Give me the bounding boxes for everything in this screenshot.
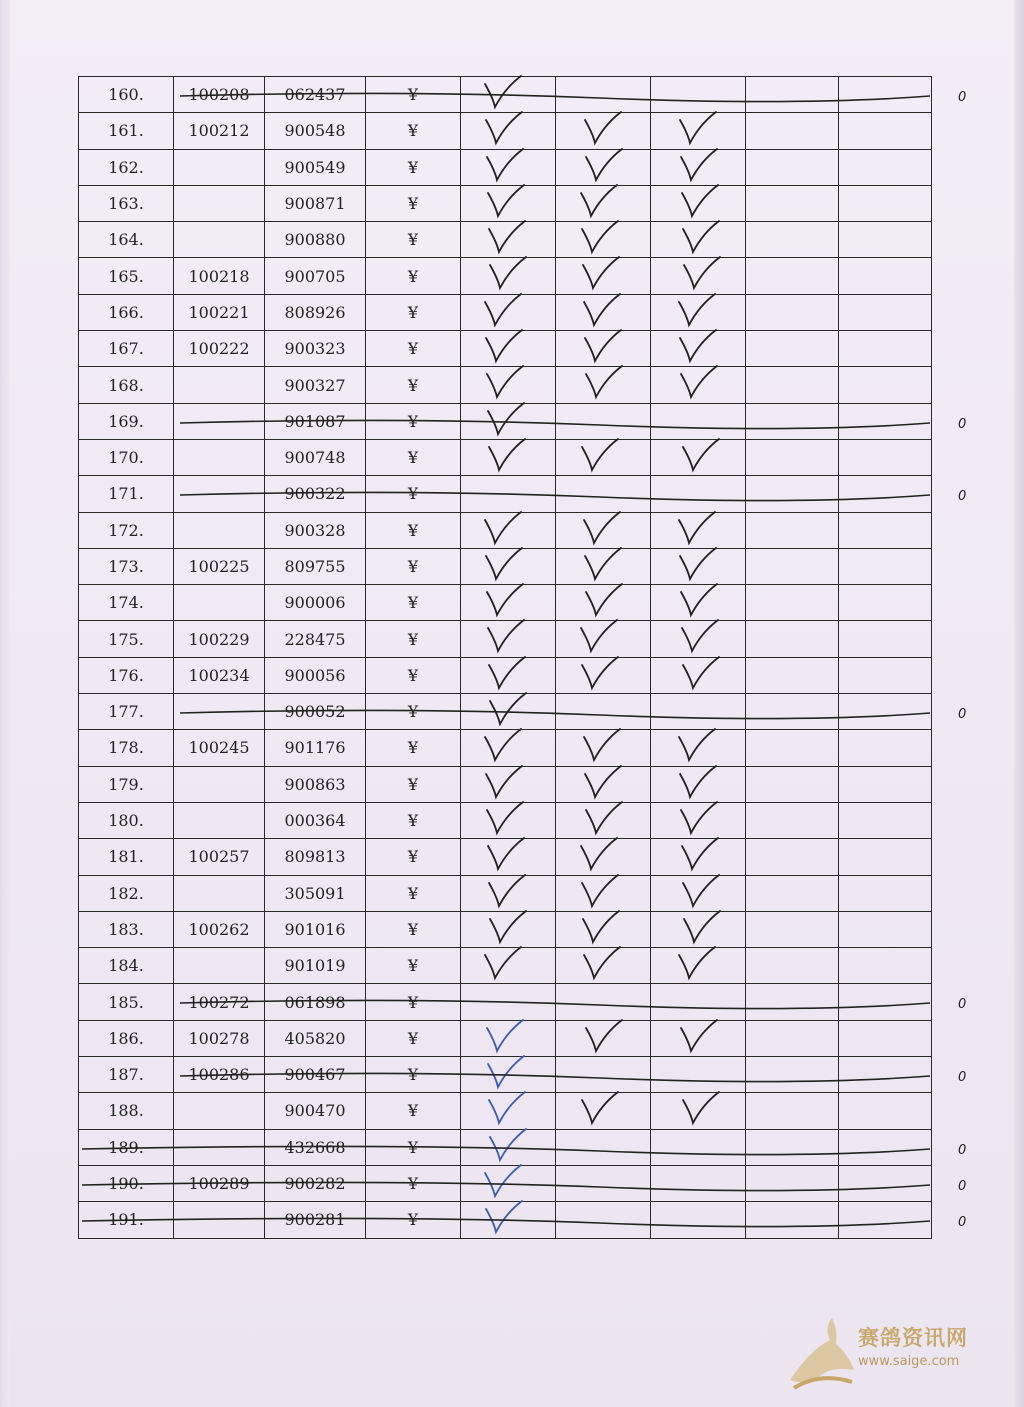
yuan-mark: ¥ (366, 1057, 461, 1093)
yuan-mark: ¥ (366, 585, 461, 621)
yuan-mark: ¥ (366, 766, 461, 802)
checkmark (586, 802, 622, 833)
checkmark (679, 947, 715, 978)
checkmark (489, 1092, 525, 1123)
ring-number: 900281 (265, 1202, 366, 1238)
strike-line (180, 710, 930, 718)
ring-number: 000364 (265, 802, 366, 838)
ring-number: 432668 (265, 1129, 366, 1165)
ring-number: 901087 (265, 403, 366, 439)
checkmark (583, 257, 619, 288)
margin-zero-mark: 0 (958, 707, 967, 722)
ring-prefix: 100218 (174, 258, 265, 294)
ring-number: 900327 (265, 367, 366, 403)
checkmark (679, 729, 715, 760)
yuan-mark: ¥ (366, 1129, 461, 1165)
yuan-mark: ¥ (366, 113, 461, 149)
yuan-mark: ¥ (366, 258, 461, 294)
ring-number: 900052 (265, 694, 366, 730)
ring-number: 405820 (265, 1020, 366, 1056)
row-number: 183. (79, 911, 174, 947)
checkmark (683, 875, 719, 906)
checkmark (681, 366, 717, 397)
checkmark (683, 439, 719, 470)
row-number: 164. (79, 222, 174, 258)
checkmark (487, 149, 523, 180)
yuan-mark: ¥ (366, 1202, 461, 1238)
ring-number: 900863 (265, 766, 366, 802)
checkmark (489, 221, 525, 252)
ring-prefix: 100234 (174, 657, 265, 693)
checkmark (584, 947, 620, 978)
ring-number: 900322 (265, 476, 366, 512)
yuan-mark: ¥ (366, 331, 461, 367)
row-number: 186. (79, 1020, 174, 1056)
yuan-mark: ¥ (366, 403, 461, 439)
yuan-mark: ¥ (366, 621, 461, 657)
checkmark (586, 584, 622, 615)
ring-number: 900548 (265, 113, 366, 149)
row-number: 191. (79, 1202, 174, 1238)
row-number: 160. (79, 77, 174, 113)
checkmark (683, 657, 719, 688)
row-number: 182. (79, 875, 174, 911)
margin-zero-mark: 0 (958, 417, 967, 432)
checkmark (682, 185, 718, 216)
checkmark (584, 512, 620, 543)
margin-zero-mark: 0 (958, 1143, 967, 1158)
checkmark (487, 366, 523, 397)
ring-number: 900871 (265, 185, 366, 221)
row-number: 161. (79, 113, 174, 149)
checkmark (489, 875, 525, 906)
ring-number: 900470 (265, 1093, 366, 1129)
checkmark (485, 512, 521, 543)
ring-number: 900705 (265, 258, 366, 294)
margin-zero-mark: 0 (958, 1179, 967, 1194)
watermark-url: www.saige.com (858, 1354, 960, 1369)
checkmark (682, 620, 718, 651)
checkmark (488, 838, 524, 869)
checkmark (582, 657, 618, 688)
row-number: 190. (79, 1165, 174, 1201)
yuan-mark: ¥ (366, 694, 461, 730)
checkmark (487, 802, 523, 833)
ring-number: 305091 (265, 875, 366, 911)
checkmark (680, 112, 716, 143)
row-number: 179. (79, 766, 174, 802)
yuan-mark: ¥ (366, 367, 461, 403)
checkmark (586, 1020, 622, 1051)
checkmark (490, 257, 526, 288)
checkmark (680, 766, 716, 797)
checkmark (683, 221, 719, 252)
ring-prefix: 100229 (174, 621, 265, 657)
watermark-name: 赛鸽资讯网 (858, 1326, 968, 1350)
row-number: 181. (79, 839, 174, 875)
checkmark (681, 802, 717, 833)
row-number: 189. (79, 1129, 174, 1165)
checkmark (679, 294, 715, 325)
checkmark (490, 911, 526, 942)
row-number: 171. (79, 476, 174, 512)
ring-number: 061898 (265, 984, 366, 1020)
checkmark (485, 1165, 521, 1196)
checkmark (582, 439, 618, 470)
checkmark (488, 620, 524, 651)
row-number: 168. (79, 367, 174, 403)
row-number: 187. (79, 1057, 174, 1093)
yuan-mark: ¥ (366, 476, 461, 512)
checkmark (584, 729, 620, 760)
ring-number: 900467 (265, 1057, 366, 1093)
checkmark (684, 911, 720, 942)
ring-prefix: 100289 (174, 1165, 265, 1201)
checkmark (585, 330, 621, 361)
ring-prefix: 100212 (174, 113, 265, 149)
row-number: 185. (79, 984, 174, 1020)
ring-prefix: 100262 (174, 911, 265, 947)
yuan-mark: ¥ (366, 1165, 461, 1201)
row-number: 174. (79, 585, 174, 621)
checkmark (585, 112, 621, 143)
ring-number: 900323 (265, 331, 366, 367)
strike-line (82, 1218, 930, 1226)
ring-number: 900549 (265, 149, 366, 185)
checkmark (487, 584, 523, 615)
ring-prefix: 100221 (174, 294, 265, 330)
row-number: 166. (79, 294, 174, 330)
yuan-mark: ¥ (366, 657, 461, 693)
row-number: 177. (79, 694, 174, 730)
checkmark (489, 439, 525, 470)
checkmark (581, 838, 617, 869)
ring-number: 809755 (265, 548, 366, 584)
checkmark (683, 1092, 719, 1123)
ring-number: 900056 (265, 657, 366, 693)
ring-number: 901019 (265, 948, 366, 984)
checkmark (680, 330, 716, 361)
ring-prefix: 100225 (174, 548, 265, 584)
ring-prefix: 100208 (174, 77, 265, 113)
yuan-mark: ¥ (366, 294, 461, 330)
checkmark (684, 257, 720, 288)
ring-number: 900880 (265, 222, 366, 258)
yuan-mark: ¥ (366, 911, 461, 947)
row-number: 163. (79, 185, 174, 221)
checkmark (681, 149, 717, 180)
ring-number: 900328 (265, 512, 366, 548)
checkmark (583, 911, 619, 942)
checkmark (682, 838, 718, 869)
ring-number: 900282 (265, 1165, 366, 1201)
yuan-mark: ¥ (366, 77, 461, 113)
checkmark (490, 693, 526, 724)
checkmark (681, 584, 717, 615)
checkmark (488, 403, 524, 434)
checkmark (679, 512, 715, 543)
ring-prefix: 100272 (174, 984, 265, 1020)
checkmark (488, 185, 524, 216)
margin-zero-mark: 0 (958, 489, 967, 504)
ring-number: 900748 (265, 439, 366, 475)
yuan-mark: ¥ (366, 1093, 461, 1129)
checkmark (681, 1020, 717, 1051)
checkmark (585, 548, 621, 579)
ring-prefix: 100278 (174, 1020, 265, 1056)
yuan-mark: ¥ (366, 839, 461, 875)
row-number: 172. (79, 512, 174, 548)
checkmark (586, 149, 622, 180)
row-number: 184. (79, 948, 174, 984)
yuan-mark: ¥ (366, 1020, 461, 1056)
checkmark (585, 766, 621, 797)
checkmark (485, 76, 521, 107)
ring-number: 228475 (265, 621, 366, 657)
row-number: 170. (79, 439, 174, 475)
row-number: 178. (79, 730, 174, 766)
checkmark (488, 1056, 524, 1087)
checkmark (487, 1020, 523, 1051)
strike-line (180, 93, 930, 101)
yuan-mark: ¥ (366, 875, 461, 911)
strike-line (180, 1073, 930, 1081)
strike-line (180, 492, 930, 500)
row-number: 167. (79, 331, 174, 367)
ring-number: 808926 (265, 294, 366, 330)
row-number: 175. (79, 621, 174, 657)
ring-prefix: 100222 (174, 331, 265, 367)
strike-line (180, 1000, 930, 1008)
row-number: 165. (79, 258, 174, 294)
ring-number: 901016 (265, 911, 366, 947)
yuan-mark: ¥ (366, 222, 461, 258)
margin-zero-mark: 0 (958, 90, 967, 105)
yuan-mark: ¥ (366, 439, 461, 475)
ring-number: 062437 (265, 77, 366, 113)
checkmark (489, 657, 525, 688)
checkmark (582, 1092, 618, 1123)
watermark (780, 1310, 1020, 1400)
yuan-mark: ¥ (366, 730, 461, 766)
checkmark (581, 185, 617, 216)
margin-zero-mark: 0 (958, 1070, 967, 1085)
checkmark (680, 548, 716, 579)
checkmark (486, 1201, 522, 1232)
yuan-mark: ¥ (366, 512, 461, 548)
pigeon-logo-icon (780, 1310, 860, 1400)
row-number: 180. (79, 802, 174, 838)
ring-prefix: 100245 (174, 730, 265, 766)
checkmark (586, 366, 622, 397)
ring-prefix: 100286 (174, 1057, 265, 1093)
checkmark (490, 1129, 526, 1160)
yuan-mark: ¥ (366, 185, 461, 221)
row-number: 169. (79, 403, 174, 439)
checkmark (486, 548, 522, 579)
margin-zero-mark: 0 (958, 997, 967, 1012)
row-number: 173. (79, 548, 174, 584)
checkmark (485, 294, 521, 325)
yuan-mark: ¥ (366, 548, 461, 584)
checkmark (582, 221, 618, 252)
checkmark (582, 875, 618, 906)
yuan-mark: ¥ (366, 149, 461, 185)
checkmark (486, 112, 522, 143)
checkmark (486, 766, 522, 797)
ring-number: 809813 (265, 839, 366, 875)
checkmark (584, 294, 620, 325)
checkmark (485, 729, 521, 760)
yuan-mark: ¥ (366, 984, 461, 1020)
yuan-mark: ¥ (366, 948, 461, 984)
row-number: 162. (79, 149, 174, 185)
strike-line (82, 1182, 930, 1190)
ring-number: 900006 (265, 585, 366, 621)
row-number: 176. (79, 657, 174, 693)
ring-number: 901176 (265, 730, 366, 766)
row-number: 188. (79, 1093, 174, 1129)
margin-zero-mark: 0 (958, 1215, 967, 1230)
checkmark (485, 947, 521, 978)
yuan-mark: ¥ (366, 802, 461, 838)
strike-line (180, 420, 930, 428)
checkmark (486, 330, 522, 361)
checkmark (581, 620, 617, 651)
ring-prefix: 100257 (174, 839, 265, 875)
